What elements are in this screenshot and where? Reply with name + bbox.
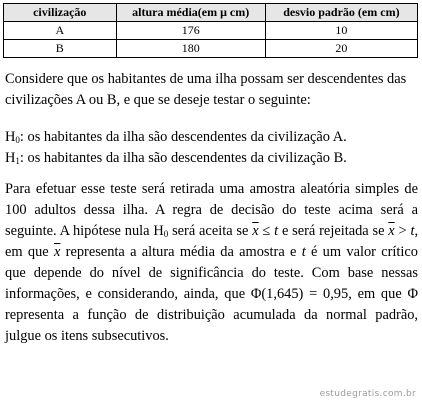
text-segment: , em que [5, 223, 419, 260]
hypotheses-block [5, 127, 418, 169]
header-altura-media: altura média(em μ cm) [116, 4, 265, 22]
text-segment: > [394, 223, 411, 239]
h1-subscript: 1 [15, 156, 20, 166]
h0-text: : os habitantes da ilha são descendentes da civilização A. [19, 129, 347, 145]
text-segment: representa a altura média da amostra e [60, 244, 302, 260]
t-symbol: t [410, 223, 415, 239]
h0-subscript: 0 [15, 135, 20, 145]
text-segment: ≤ [258, 223, 275, 239]
x-bar-symbol: $\overline{x}$ [252, 223, 259, 239]
text-segment: será aceita se [168, 223, 253, 239]
table-cell: A [4, 22, 117, 40]
table-cell: B [4, 40, 117, 58]
text-segment: é um valor crítico que depende do nível de significância do teste. Com base nessas informações, e considerando, ainda, que Φ(1,645) = 0,95, em que Φ representa a função de distribuição acumulada da normal padrão, julgue os itens subsecutivos. [5, 244, 418, 344]
text-segment: Para efetuar esse teste será retirada uma amostra aleatória simples de 100 adultos dessa ilha. A regra de decisão do teste acima será a seguinte. A hipótese nula H [5, 181, 418, 239]
hypothesis-h1 [5, 148, 418, 169]
x-bar-symbol: $\overline{x}$ [53, 244, 61, 260]
text-segment: e será rejeitada se [278, 223, 389, 239]
t-symbol: t [301, 244, 306, 260]
table-cell: 180 [116, 40, 265, 58]
table-row [4, 40, 418, 58]
t-symbol: t [274, 223, 279, 239]
table-cell: 176 [116, 22, 265, 40]
data-table [3, 3, 418, 58]
header-desvio-padrao: desvio padrão (em cm) [265, 4, 417, 22]
h0-label: H [5, 129, 16, 145]
header-civilizacao: civilização [4, 4, 117, 22]
hypothesis-h0 [5, 127, 418, 148]
table-cell: 20 [265, 40, 417, 58]
table-cell: 10 [265, 22, 417, 40]
h1-text: : os habitantes da ilha são descendentes da civilização B. [19, 150, 347, 166]
table-header-row [4, 4, 418, 22]
h1-label: H [5, 150, 16, 166]
watermark: estudegratis.com.br [319, 389, 416, 399]
table-row [4, 22, 418, 40]
intro-paragraph: Considere que os habitantes de uma ilha possam ser descendentes das civilizações A ou B, e que se deseje testar o seguinte: [5, 71, 407, 108]
h0-subscript: 0 [163, 229, 169, 239]
decision-rule-paragraph [5, 179, 418, 347]
x-bar-symbol: $\overline{x}$ [388, 223, 395, 239]
